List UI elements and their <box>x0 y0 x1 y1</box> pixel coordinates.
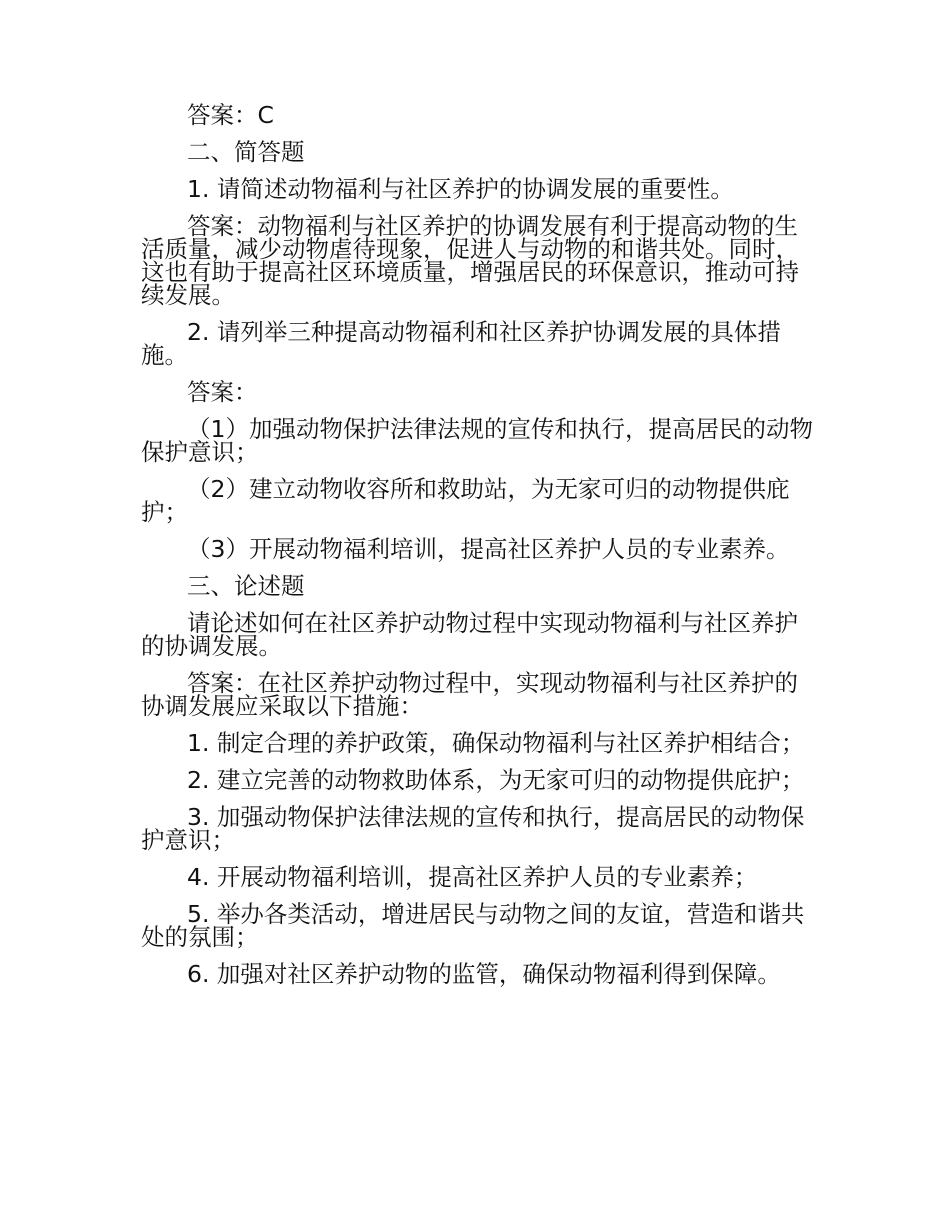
answer-2-item-3: （3）开展动物福利培训，提高社区养护人员的专业素养。 <box>187 535 790 563</box>
answer-c: 答案：C <box>187 101 274 129</box>
section-heading-short-answer: 二、简答题 <box>187 138 305 166</box>
answer-2-item-2: （2）建立动物收容所和救助站，为无家可归的动物提供庇护； <box>141 475 790 526</box>
essay-measure-6: 6. 加强对社区养护动物的监管，确保动物福利得到保障。 <box>187 960 781 988</box>
answer-2-label: 答案： <box>187 378 258 406</box>
essay-answer-intro: 答案：在社区养护动物过程中，实现动物福利与社区养护的协调发展应采取以下措施： <box>141 669 798 720</box>
essay-measure-4: 4. 开展动物福利培训，提高社区养护人员的专业素养； <box>187 863 758 891</box>
essay-measure-2: 2. 建立完善的动物救助体系，为无家可归的动物提供庇护； <box>187 766 805 794</box>
question-2: 2. 请列举三种提高动物福利和社区养护协调发展的具体措施。 <box>141 318 781 369</box>
essay-question: 请论述如何在社区养护动物过程中实现动物福利与社区养护的协调发展。 <box>141 609 798 660</box>
document-page <box>141 101 813 1000</box>
essay-measure-3: 3. 加强动物保护法律法规的宣传和执行，提高居民的动物保护意识； <box>141 803 805 854</box>
essay-measure-5: 5. 举办各类活动，增进居民与动物之间的友谊，营造和谐共处的氛围； <box>141 900 805 951</box>
section-heading-essay: 三、论述题 <box>187 572 305 600</box>
answer-2-item-1: （1）加强动物保护法律法规的宣传和执行，提高居民的动物保护意识； <box>141 415 813 466</box>
question-1: 1. 请简述动物福利与社区养护的协调发展的重要性。 <box>187 175 734 203</box>
essay-measure-1: 1. 制定合理的养护政策，确保动物福利与社区养护相结合； <box>187 729 805 757</box>
answer-1: 答案：动物福利与社区养护的协调发展有利于提高动物的生活质量，减少动物虐待现象，促进人与动物的和谐共处。同时，这也有助于提高社区环境质量，增强居民的环保意识，推动可持续发展。 <box>141 212 799 309</box>
